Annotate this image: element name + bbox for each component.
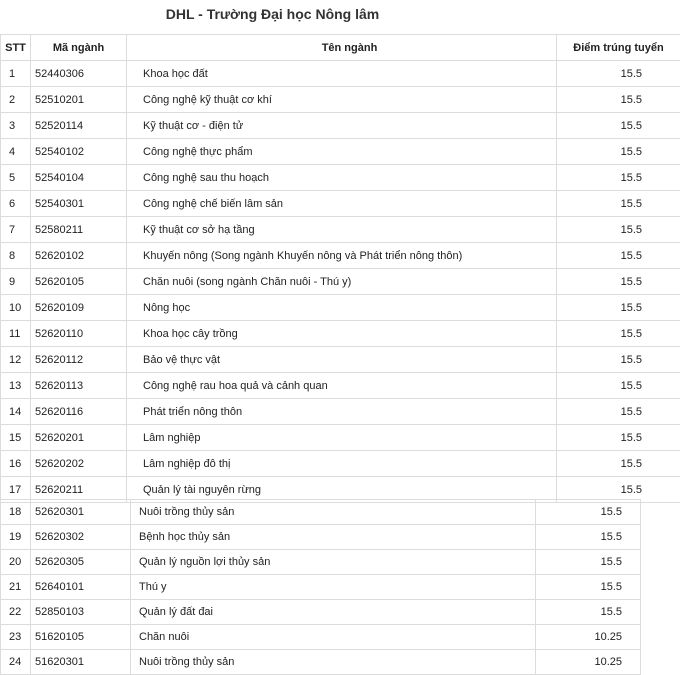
table-row — [1, 139, 680, 165]
table-row — [1, 295, 680, 321]
cell-stt: 2 — [1, 87, 31, 113]
table-row — [1, 550, 641, 575]
cell-ten-nganh: Lâm nghiệp đô thị — [127, 451, 557, 477]
cell-diem: 15.5 — [557, 347, 680, 373]
cell-diem: 15.5 — [557, 399, 680, 425]
table-row — [1, 165, 680, 191]
cell-stt: 1 — [1, 61, 31, 87]
table-row — [1, 625, 641, 650]
table-row — [1, 243, 680, 269]
cell-ten-nganh: Công nghệ sau thu hoạch — [127, 165, 557, 191]
cell-ten-nganh: Nuôi trồng thủy sản — [131, 650, 536, 675]
cell-diem: 15.5 — [557, 191, 680, 217]
cell-ten-nganh: Bệnh học thủy sản — [131, 525, 536, 550]
cell-stt: 15 — [1, 425, 31, 451]
cell-ma-nganh: 52510201 — [31, 87, 127, 113]
table-row — [1, 575, 641, 600]
header-ma-nganh: Mã ngành — [31, 35, 127, 61]
table-row — [1, 425, 680, 451]
cell-ten-nganh: Nuôi trồng thủy sản — [131, 500, 536, 525]
cell-ma-nganh: 52620305 — [31, 550, 131, 575]
cell-ten-nganh: Công nghệ thực phẩm — [127, 139, 557, 165]
cell-ten-nganh: Công nghệ chế biến lâm sản — [127, 191, 557, 217]
cell-ma-nganh: 52620105 — [31, 269, 127, 295]
cell-ten-nganh: Chăn nuôi (song ngành Chăn nuôi - Thú y) — [127, 269, 557, 295]
table-row — [1, 191, 680, 217]
cell-ma-nganh: 52540301 — [31, 191, 127, 217]
table-row — [1, 347, 680, 373]
table-row — [1, 525, 641, 550]
cell-stt: 24 — [1, 650, 31, 675]
table-row — [1, 61, 680, 87]
cell-ten-nganh: Phát triển nông thôn — [127, 399, 557, 425]
cell-ten-nganh: Công nghệ kỹ thuật cơ khí — [127, 87, 557, 113]
cell-stt: 16 — [1, 451, 31, 477]
cell-diem: 15.5 — [557, 87, 680, 113]
cell-ten-nganh: Khuyến nông (Song ngành Khuyến nông và Phát triển nông thôn) — [127, 243, 557, 269]
cell-ten-nganh: Thú y — [131, 575, 536, 600]
cell-stt: 23 — [1, 625, 31, 650]
admission-table — [0, 34, 680, 503]
cell-diem: 15.5 — [557, 139, 680, 165]
page-title: DHL - Trường Đại học Nông lâm — [0, 6, 545, 22]
cell-stt: 4 — [1, 139, 31, 165]
cell-diem: 15.5 — [557, 321, 680, 347]
cell-ma-nganh: 52440306 — [31, 61, 127, 87]
cell-stt: 9 — [1, 269, 31, 295]
cell-ten-nganh: Nông học — [127, 295, 557, 321]
cell-ma-nganh: 52620113 — [31, 373, 127, 399]
table-row — [1, 500, 641, 525]
cell-ma-nganh: 52640101 — [31, 575, 131, 600]
cell-ma-nganh: 52620110 — [31, 321, 127, 347]
cell-ten-nganh: Kỹ thuật cơ - điện tử — [127, 113, 557, 139]
cell-stt: 7 — [1, 217, 31, 243]
cell-diem: 15.5 — [536, 500, 641, 525]
cell-ten-nganh: Lâm nghiệp — [127, 425, 557, 451]
table-row — [1, 269, 680, 295]
cell-ma-nganh: 52620301 — [31, 500, 131, 525]
cell-ma-nganh: 52580211 — [31, 217, 127, 243]
cell-ma-nganh: 52620202 — [31, 451, 127, 477]
cell-stt: 22 — [1, 600, 31, 625]
table-header-row — [1, 35, 680, 61]
table-row — [1, 321, 680, 347]
cell-diem: 15.5 — [536, 525, 641, 550]
table-row — [1, 451, 680, 477]
cell-diem: 10.25 — [536, 650, 641, 675]
table-row — [1, 217, 680, 243]
cell-diem: 15.5 — [557, 295, 680, 321]
cell-ma-nganh: 52620109 — [31, 295, 127, 321]
cell-diem: 10.25 — [536, 625, 641, 650]
cell-diem: 15.5 — [557, 451, 680, 477]
table-row — [1, 650, 641, 675]
cell-stt: 19 — [1, 525, 31, 550]
cell-ma-nganh: 52620116 — [31, 399, 127, 425]
cell-ten-nganh: Khoa học đất — [127, 61, 557, 87]
cell-stt: 10 — [1, 295, 31, 321]
cell-diem: 15.5 — [557, 425, 680, 451]
cell-ma-nganh: 52620211 — [31, 477, 127, 503]
cell-stt: 21 — [1, 575, 31, 600]
table-row — [1, 113, 680, 139]
cell-stt: 18 — [1, 500, 31, 525]
cell-stt: 8 — [1, 243, 31, 269]
cell-ma-nganh: 52620201 — [31, 425, 127, 451]
cell-ten-nganh: Công nghệ rau hoa quả và cảnh quan — [127, 373, 557, 399]
table-row — [1, 600, 641, 625]
cell-diem: 15.5 — [557, 477, 680, 503]
cell-ten-nganh: Quản lý đất đai — [131, 600, 536, 625]
cell-ten-nganh: Chăn nuôi — [131, 625, 536, 650]
cell-stt: 11 — [1, 321, 31, 347]
cell-ma-nganh: 51620105 — [31, 625, 131, 650]
cell-diem: 15.5 — [557, 61, 680, 87]
table-row — [1, 87, 680, 113]
header-diem: Điểm trúng tuyển — [557, 35, 680, 61]
cell-ten-nganh: Khoa học cây trồng — [127, 321, 557, 347]
cell-stt: 5 — [1, 165, 31, 191]
cell-diem: 15.5 — [557, 269, 680, 295]
cell-ma-nganh: 52540104 — [31, 165, 127, 191]
cell-stt: 13 — [1, 373, 31, 399]
cell-diem: 15.5 — [536, 600, 641, 625]
cell-diem: 15.5 — [536, 575, 641, 600]
cell-ma-nganh: 52620102 — [31, 243, 127, 269]
header-ten-nganh: Tên ngành — [127, 35, 557, 61]
cell-ma-nganh: 52620302 — [31, 525, 131, 550]
cell-diem: 15.5 — [557, 373, 680, 399]
cell-ten-nganh: Quản lý tài nguyên rừng — [127, 477, 557, 503]
table-row — [1, 373, 680, 399]
header-stt: STT — [1, 35, 31, 61]
table-row — [1, 399, 680, 425]
cell-stt: 3 — [1, 113, 31, 139]
cell-stt: 6 — [1, 191, 31, 217]
cell-stt: 12 — [1, 347, 31, 373]
cell-diem: 15.5 — [557, 165, 680, 191]
cell-stt: 14 — [1, 399, 31, 425]
cell-stt: 17 — [1, 477, 31, 503]
cell-ma-nganh: 52620112 — [31, 347, 127, 373]
cell-stt: 20 — [1, 550, 31, 575]
cell-ma-nganh: 52850103 — [31, 600, 131, 625]
admission-table-continued — [0, 499, 641, 675]
cell-ten-nganh: Quản lý nguồn lợi thủy sản — [131, 550, 536, 575]
cell-ten-nganh: Kỹ thuật cơ sở hạ tầng — [127, 217, 557, 243]
cell-diem: 15.5 — [557, 217, 680, 243]
cell-diem: 15.5 — [536, 550, 641, 575]
cell-ma-nganh: 52520114 — [31, 113, 127, 139]
cell-ma-nganh: 52540102 — [31, 139, 127, 165]
cell-diem: 15.5 — [557, 243, 680, 269]
cell-ma-nganh: 51620301 — [31, 650, 131, 675]
cell-diem: 15.5 — [557, 113, 680, 139]
cell-ten-nganh: Bảo vệ thực vật — [127, 347, 557, 373]
